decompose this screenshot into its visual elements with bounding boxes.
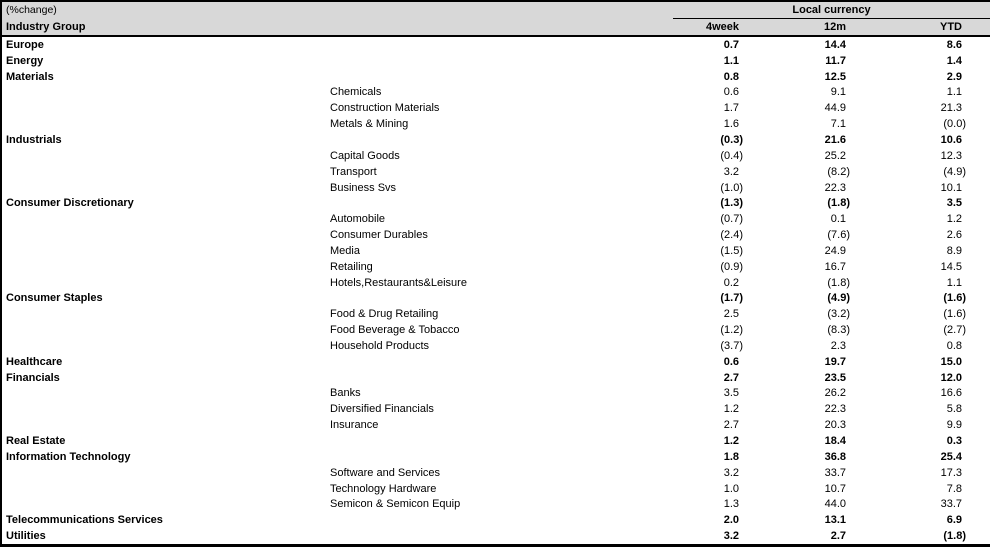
row-spacer [966,417,990,433]
value-cell-12m: 11.7 [825,54,846,67]
table-row [1,512,990,528]
value-cell-ytd: 8.6 [946,38,962,51]
row-spacer [966,465,990,481]
industry-label: Industrials [6,133,62,146]
table-row [1,291,990,307]
row-spacer [966,132,990,148]
value-cell-12m: (1.8) [827,197,850,210]
industry-label: Household Products [330,339,430,352]
value-cell-4week: 0.6 [723,86,739,99]
table-row [1,116,990,132]
value-cell-4week: (0.4) [720,149,743,162]
industry-label: Automobile [330,213,386,226]
value-cell-4week: (1.5) [720,244,743,257]
table-row [1,243,990,259]
row-spacer [966,164,990,180]
value-cell-ytd: (1.8) [943,530,966,543]
row-spacer [966,322,990,338]
industry-label: Healthcare [6,355,63,368]
row-spacer [966,148,990,164]
value-cell-4week: 0.7 [723,38,739,51]
value-cell-ytd: 10.6 [940,133,962,146]
column-header-4week: 4week [673,19,743,37]
table-header [1,1,990,36]
table-row [1,465,990,481]
column-header-12m: 12m [743,19,850,37]
industry-label: Telecommunications Services [6,514,163,527]
row-spacer [966,53,990,69]
value-cell-4week: 3.2 [723,530,739,543]
industry-label: Consumer Durables [330,229,428,242]
value-cell-ytd: 7.8 [946,482,962,495]
value-cell-4week: 1.0 [723,482,739,495]
value-cell-12m: 10.7 [824,482,846,495]
value-cell-ytd: 2.9 [946,70,962,83]
table-row [1,401,990,417]
industry-label: Software and Services [330,466,441,479]
table-row [1,211,990,227]
table-row [1,370,990,386]
table-row [1,132,990,148]
industry-label: Business Svs [330,181,397,194]
industry-label: Energy [6,54,44,67]
row-spacer [966,100,990,116]
value-cell-12m: 13.1 [824,514,846,527]
value-cell-4week: (0.3) [720,133,743,146]
industry-label: Chemicals [330,86,382,99]
table-row [1,69,990,85]
industry-label: Metals & Mining [330,118,409,131]
value-cell-4week: 1.1 [723,54,739,67]
value-cell-4week: 3.5 [723,387,739,400]
table-row [1,85,990,101]
value-cell-4week: 2.7 [723,371,739,384]
value-cell-4week: 0.2 [723,276,739,289]
value-cell-4week: 1.2 [723,403,739,416]
header-row-columns [1,19,990,37]
value-cell-ytd: 1.2 [946,213,962,226]
value-cell-12m: 9.1 [830,86,846,99]
value-cell-ytd: 12.0 [940,371,962,384]
value-cell-12m: (8.3) [827,324,850,337]
industry-label: Financials [6,371,60,384]
table-row [1,496,990,512]
row-spacer [966,338,990,354]
industry-label: Retailing [330,260,373,273]
value-cell-4week: 1.8 [723,450,739,463]
value-cell-12m: 44.0 [824,498,846,511]
value-cell-ytd: 1.1 [946,276,962,289]
row-spacer [966,36,990,53]
value-cell-ytd: 12.3 [940,149,962,162]
row-spacer [966,386,990,402]
value-cell-4week: 0.6 [723,355,739,368]
industry-label: Technology Hardware [330,482,437,495]
value-cell-12m: 2.7 [830,530,846,543]
row-spacer [966,401,990,417]
value-cell-4week: 2.7 [723,419,739,432]
table-row [1,100,990,116]
value-cell-12m: 20.3 [824,419,846,432]
row-spacer [966,481,990,497]
table-row [1,528,990,545]
industry-label: Materials [6,70,54,83]
local-currency-group-header: Local currency [673,1,990,19]
value-cell-12m: 12.5 [824,70,846,83]
table-body [1,36,990,546]
value-cell-4week: 1.2 [723,435,739,448]
value-cell-ytd: 6.9 [946,514,962,527]
value-cell-4week: (1.3) [720,197,743,210]
row-spacer [966,528,990,545]
unit-label: (%change) [6,4,57,17]
table-row [1,259,990,275]
industry-label: Transport [330,165,377,178]
value-cell-ytd: 21.3 [940,102,962,115]
value-cell-4week: (1.7) [720,292,743,305]
value-cell-4week: 1.3 [723,498,739,511]
value-cell-12m: 21.6 [824,133,846,146]
value-cell-ytd: (0.0) [943,118,966,131]
row-spacer [966,259,990,275]
industry-label: Food Beverage & Tobacco [330,324,460,337]
row-spacer [966,85,990,101]
value-cell-ytd: 3.5 [946,197,962,210]
header-row-top [1,1,990,19]
value-cell-ytd: 5.8 [946,403,962,416]
table-row [1,36,990,53]
value-cell-ytd: (4.9) [943,165,966,178]
table-row [1,306,990,322]
row-spacer [966,211,990,227]
value-cell-12m: 36.8 [824,450,846,463]
industry-label: Hotels,Restaurants&Leisure [330,276,467,289]
value-cell-12m: 14.4 [824,38,846,51]
industry-label: Media [330,244,360,257]
value-cell-4week: 1.6 [723,118,739,131]
table-row [1,433,990,449]
value-cell-4week: (1.0) [720,181,743,194]
column-header-ytd: YTD [850,19,966,37]
row-spacer [966,69,990,85]
value-cell-ytd: 1.4 [946,54,962,67]
row-spacer [966,275,990,291]
table-row [1,354,990,370]
table-row [1,449,990,465]
value-cell-4week: 1.7 [723,102,739,115]
value-cell-ytd: 25.4 [940,450,962,463]
industry-label: Semicon & Semicon Equip [330,498,461,511]
industry-label: Information Technology [6,450,131,463]
value-cell-ytd: 33.7 [940,498,962,511]
row-spacer [966,243,990,259]
row-spacer [966,433,990,449]
table-row [1,275,990,291]
table-row [1,180,990,196]
table-row [1,338,990,354]
industry-label: Construction Materials [330,102,440,115]
value-cell-ytd: 16.6 [940,387,962,400]
value-cell-ytd: 8.9 [946,244,962,257]
value-cell-ytd: 0.3 [946,435,962,448]
table-row [1,386,990,402]
value-cell-12m: 23.5 [824,371,846,384]
table-row [1,417,990,433]
value-cell-4week: (1.2) [720,324,743,337]
value-cell-ytd: 2.6 [946,229,962,242]
row-spacer [966,306,990,322]
value-cell-ytd: 1.1 [946,86,962,99]
value-cell-ytd: 10.1 [940,181,962,194]
value-cell-12m: 33.7 [824,466,846,479]
row-spacer [966,354,990,370]
industry-label: Diversified Financials [330,403,434,416]
industry-label: Banks [330,387,361,400]
value-cell-12m: 26.2 [824,387,846,400]
value-cell-ytd: (1.6) [943,308,966,321]
header-spacer [966,19,990,37]
value-cell-ytd: 0.8 [946,339,962,352]
value-cell-4week: 2.0 [723,514,739,527]
value-cell-4week: 3.2 [723,466,739,479]
row-spacer [966,291,990,307]
value-cell-12m: 0.1 [830,213,846,226]
value-cell-12m: (7.6) [827,229,850,242]
value-cell-ytd: 14.5 [940,260,962,273]
value-cell-ytd: 17.3 [940,466,962,479]
value-cell-4week: (0.7) [720,213,743,226]
value-cell-12m: (3.2) [827,308,850,321]
table-row [1,53,990,69]
value-cell-12m: 19.7 [824,355,846,368]
industry-label: Insurance [330,419,379,432]
value-cell-ytd: 9.9 [946,419,962,432]
row-spacer [966,449,990,465]
row-spacer [966,496,990,512]
row-spacer [966,195,990,211]
value-cell-4week: 0.8 [723,70,739,83]
value-cell-12m: 16.7 [824,260,846,273]
value-cell-ytd: (2.7) [943,324,966,337]
value-cell-12m: 24.9 [824,244,846,257]
value-cell-12m: (8.2) [827,165,850,178]
value-cell-12m: 7.1 [830,118,846,131]
value-cell-4week: (3.7) [720,339,743,352]
value-cell-4week: 3.2 [723,165,739,178]
value-cell-12m: 2.3 [830,339,846,352]
industry-label: Capital Goods [330,149,400,162]
row-spacer [966,116,990,132]
value-cell-4week: (0.9) [720,260,743,273]
table-row [1,164,990,180]
row-spacer [966,370,990,386]
table-row [1,227,990,243]
table-row [1,195,990,211]
industry-label: Real Estate [6,435,66,448]
value-cell-12m: (4.9) [827,292,850,305]
industry-label: Consumer Staples [6,292,103,305]
value-cell-ytd: (1.6) [943,292,966,305]
industry-label: Europe [6,38,44,51]
value-cell-4week: 2.5 [723,308,739,321]
industry-label: Food & Drug Retailing [330,308,439,321]
value-cell-4week: (2.4) [720,229,743,242]
value-cell-12m: 44.9 [824,102,846,115]
row-spacer [966,227,990,243]
value-cell-12m: 18.4 [824,435,846,448]
value-cell-12m: 22.3 [824,403,846,416]
value-cell-12m: 25.2 [824,149,846,162]
industry-group-header: Industry Group [1,19,673,37]
table-row [1,481,990,497]
industry-label: Consumer Discretionary [6,197,134,210]
row-spacer [966,180,990,196]
value-cell-12m: (1.8) [827,276,850,289]
table-row [1,322,990,338]
industry-label: Utilities [6,530,46,543]
table-row [1,148,990,164]
value-cell-ytd: 15.0 [940,355,962,368]
row-spacer [966,512,990,528]
value-cell-12m: 22.3 [824,181,846,194]
